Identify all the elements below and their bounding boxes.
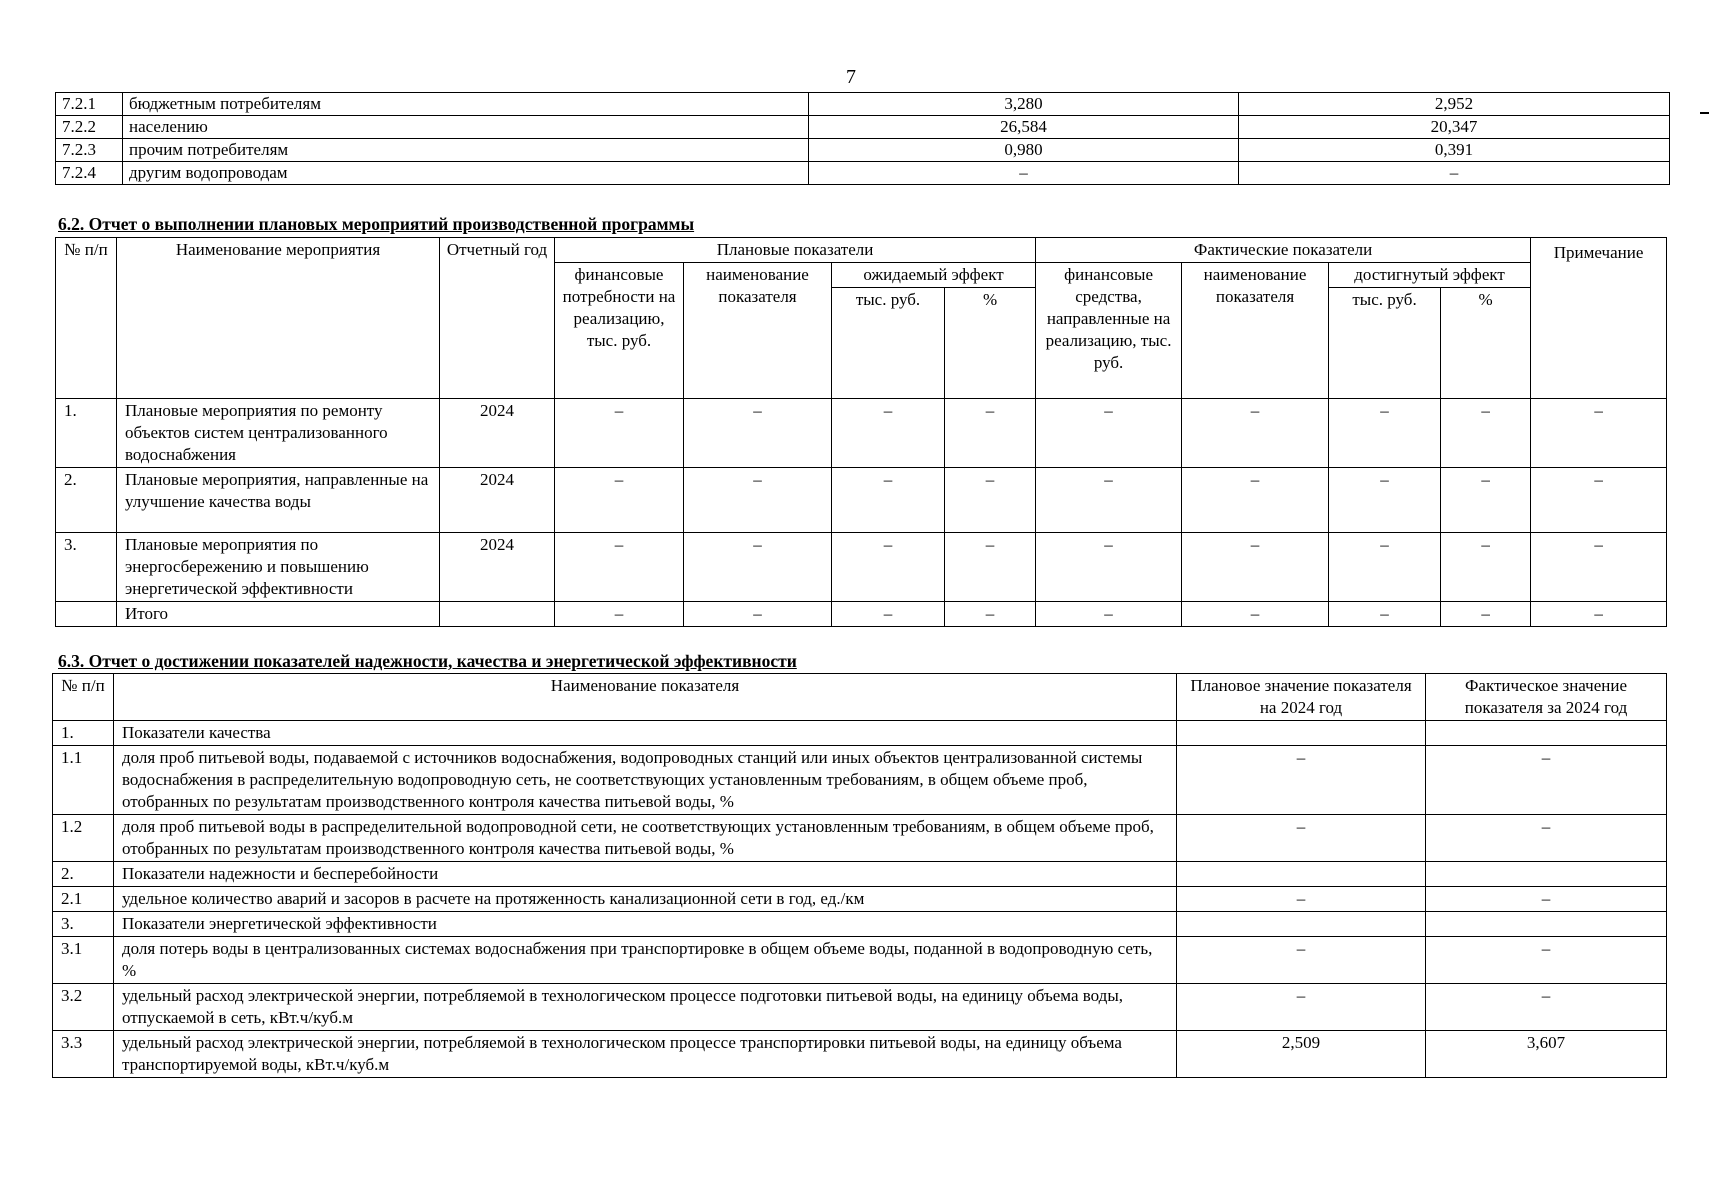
row-value: –	[832, 602, 945, 627]
row-number: 1.	[53, 721, 114, 746]
row-value: –	[832, 468, 945, 533]
row-plan: –	[1177, 937, 1426, 984]
row-value: –	[684, 533, 832, 602]
col-num-header: № п/п	[56, 238, 117, 399]
row-value: –	[1036, 602, 1182, 627]
indicators-table	[52, 673, 1667, 1078]
fact-group-header: Фактические показатели	[1036, 238, 1531, 263]
row-name: удельный расход электрической энергии, потребляемой в технологическом процессе подготовки питьевой воды, на единицу объема воды, отпускаемой в сеть, кВт.ч/куб.м	[114, 984, 1177, 1031]
plan-ind-header: наименование показателя	[684, 263, 832, 399]
row-value: –	[555, 533, 684, 602]
row-number: 3.	[56, 533, 117, 602]
row-plan: –	[1177, 815, 1426, 862]
table-row	[53, 912, 1667, 937]
row-value: –	[1182, 399, 1329, 468]
row-value: –	[945, 533, 1036, 602]
row-fact	[1426, 862, 1667, 887]
consumption-table	[55, 92, 1670, 185]
row-year: 2024	[440, 468, 555, 533]
row-fact: –	[1426, 746, 1667, 815]
row-number: 2.	[53, 862, 114, 887]
row-name: Плановые мероприятия по энергосбережению и повышению энергетической эффективности	[117, 533, 440, 602]
col-year-header: Отчетный год	[440, 238, 555, 399]
row-name: бюджетным потребителям	[123, 93, 809, 116]
row-number: 7.2.4	[56, 162, 123, 185]
row-value: –	[555, 602, 684, 627]
row-value: –	[684, 468, 832, 533]
col-num-header: № п/п	[53, 674, 114, 721]
plan-group-header: Плановые показатели	[555, 238, 1036, 263]
row-number: 3.3	[53, 1031, 114, 1078]
plan-effect-header: ожидаемый эффект	[832, 263, 1036, 288]
table-row	[56, 93, 1670, 116]
row-value: –	[1531, 468, 1667, 533]
row-name: доля проб питьевой воды в распределительной водопроводной сети, не соответствующих установленным требованиям, в общем объеме проб, отобранных по результатам производственного контроля качества питьевой воды, %	[114, 815, 1177, 862]
row-value: –	[555, 468, 684, 533]
row-value: –	[832, 399, 945, 468]
plan-rub-header: тыс. руб.	[832, 288, 945, 399]
table-row	[53, 1031, 1667, 1078]
row-number: 1.1	[53, 746, 114, 815]
row-value-2: 2,952	[1239, 93, 1670, 116]
row-value: –	[1182, 602, 1329, 627]
table-row	[53, 887, 1667, 912]
row-plan	[1177, 912, 1426, 937]
row-name: Показатели надежности и бесперебойности	[114, 862, 1177, 887]
row-value: –	[684, 602, 832, 627]
row-value-2: 0,391	[1239, 139, 1670, 162]
row-name: Показатели качества	[114, 721, 1177, 746]
row-number: 7.2.2	[56, 116, 123, 139]
row-value: –	[1036, 399, 1182, 468]
row-value: –	[945, 399, 1036, 468]
fact-effect-header: достигнутый эффект	[1329, 263, 1531, 288]
row-plan	[1177, 862, 1426, 887]
fact-rub-header: тыс. руб.	[1329, 288, 1441, 399]
table-row	[53, 937, 1667, 984]
row-plan: –	[1177, 746, 1426, 815]
fact-pct-header: %	[1441, 288, 1531, 399]
row-value: –	[945, 468, 1036, 533]
row-number: 2.	[56, 468, 117, 533]
row-value: –	[1329, 533, 1441, 602]
row-year: 2024	[440, 533, 555, 602]
table-row	[53, 746, 1667, 815]
row-value: –	[1531, 602, 1667, 627]
row-number: 1.	[56, 399, 117, 468]
row-value: –	[684, 399, 832, 468]
row-value: –	[1329, 468, 1441, 533]
row-number: 3.	[53, 912, 114, 937]
row-name: Итого	[117, 602, 440, 627]
row-number: 7.2.3	[56, 139, 123, 162]
row-number: 7.2.1	[56, 93, 123, 116]
row-name: доля проб питьевой воды, подаваемой с источников водоснабжения, водопроводных станций или иных объектов централизованной системы водоснабжения в распределительную водопроводную сеть, не соответствующих установленным требованиям, в общем объеме проб, отобранных по результатам производственного контроля качества питьевой воды, %	[114, 746, 1177, 815]
page-number: 7	[846, 66, 856, 88]
row-name: удельное количество аварий и засоров в расчете на протяженность канализационной сети в год, ед./км	[114, 887, 1177, 912]
row-value: –	[945, 602, 1036, 627]
row-name: Плановые мероприятия, направленные на улучшение качества воды	[117, 468, 440, 533]
plan-pct-header: %	[945, 288, 1036, 399]
col-fact-header: Фактическое значение показателя за 2024 год	[1426, 674, 1667, 721]
table-row	[53, 815, 1667, 862]
row-value: –	[1531, 399, 1667, 468]
row-plan: –	[1177, 887, 1426, 912]
fact-ind-header: наименование показателя	[1182, 263, 1329, 399]
row-value-1: 3,280	[809, 93, 1239, 116]
section-6-2-title: 6.2. Отчет о выполнении плановых мероприятий производственной программы	[58, 214, 695, 234]
row-value-1: –	[809, 162, 1239, 185]
planned-measures-table	[55, 237, 1667, 627]
row-value-2: –	[1239, 162, 1670, 185]
col-plan-header: Плановое значение показателя на 2024 год	[1177, 674, 1426, 721]
row-fact: 3,607	[1426, 1031, 1667, 1078]
row-value: –	[1182, 468, 1329, 533]
row-value: –	[1441, 602, 1531, 627]
row-number: 2.1	[53, 887, 114, 912]
plan-fin-header: финансовые потребности на реализацию, тыс. руб.	[555, 263, 684, 399]
table-row	[56, 468, 1667, 533]
row-fact: –	[1426, 984, 1667, 1031]
row-fact: –	[1426, 937, 1667, 984]
row-name: доля потерь воды в централизованных системах водоснабжения при транспортировке в общем объеме воды, поданной в водопроводную сеть, %	[114, 937, 1177, 984]
row-year	[440, 602, 555, 627]
table-row	[53, 984, 1667, 1031]
row-value-2: 20,347	[1239, 116, 1670, 139]
table-row	[56, 139, 1670, 162]
row-name: населению	[123, 116, 809, 139]
row-name: удельный расход электрической энергии, потребляемой в технологическом процессе транспортировки питьевой воды, на единицу объема транспортируемой воды, кВт.ч/куб.м	[114, 1031, 1177, 1078]
row-fact	[1426, 912, 1667, 937]
row-value-1: 0,980	[809, 139, 1239, 162]
row-name: прочим потребителям	[123, 139, 809, 162]
row-name: Показатели энергетической эффективности	[114, 912, 1177, 937]
table-row	[56, 399, 1667, 468]
row-year: 2024	[440, 399, 555, 468]
row-fact	[1426, 721, 1667, 746]
row-value: –	[832, 533, 945, 602]
row-value: –	[1441, 533, 1531, 602]
section-6-3-title: 6.3. Отчет о достижении показателей надежности, качества и энергетической эффективности	[58, 651, 797, 671]
row-value: –	[1329, 399, 1441, 468]
row-fact: –	[1426, 815, 1667, 862]
row-number: 1.2	[53, 815, 114, 862]
row-value: –	[555, 399, 684, 468]
row-number: 3.2	[53, 984, 114, 1031]
margin-mark	[1700, 112, 1709, 114]
row-value: –	[1531, 533, 1667, 602]
col-name-header: Наименование мероприятия	[117, 238, 440, 399]
row-value: –	[1441, 399, 1531, 468]
col-note-header: Примечание	[1531, 238, 1667, 399]
fact-fin-header: финансовые средства, направленные на реализацию, тыс. руб.	[1036, 263, 1182, 399]
row-value-1: 26,584	[809, 116, 1239, 139]
row-number	[56, 602, 117, 627]
table-row	[56, 602, 1667, 627]
col-name-header: Наименование показателя	[114, 674, 1177, 721]
row-value: –	[1182, 533, 1329, 602]
row-name: Плановые мероприятия по ремонту объектов систем централизованного водоснабжения	[117, 399, 440, 468]
row-plan: 2,509	[1177, 1031, 1426, 1078]
table-row	[56, 116, 1670, 139]
row-plan	[1177, 721, 1426, 746]
table-row	[56, 533, 1667, 602]
row-fact: –	[1426, 887, 1667, 912]
row-value: –	[1036, 533, 1182, 602]
table-row	[53, 721, 1667, 746]
row-name: другим водопроводам	[123, 162, 809, 185]
table-row	[53, 862, 1667, 887]
row-value: –	[1441, 468, 1531, 533]
row-value: –	[1036, 468, 1182, 533]
row-plan: –	[1177, 984, 1426, 1031]
table-row	[56, 162, 1670, 185]
row-number: 3.1	[53, 937, 114, 984]
row-value: –	[1329, 602, 1441, 627]
